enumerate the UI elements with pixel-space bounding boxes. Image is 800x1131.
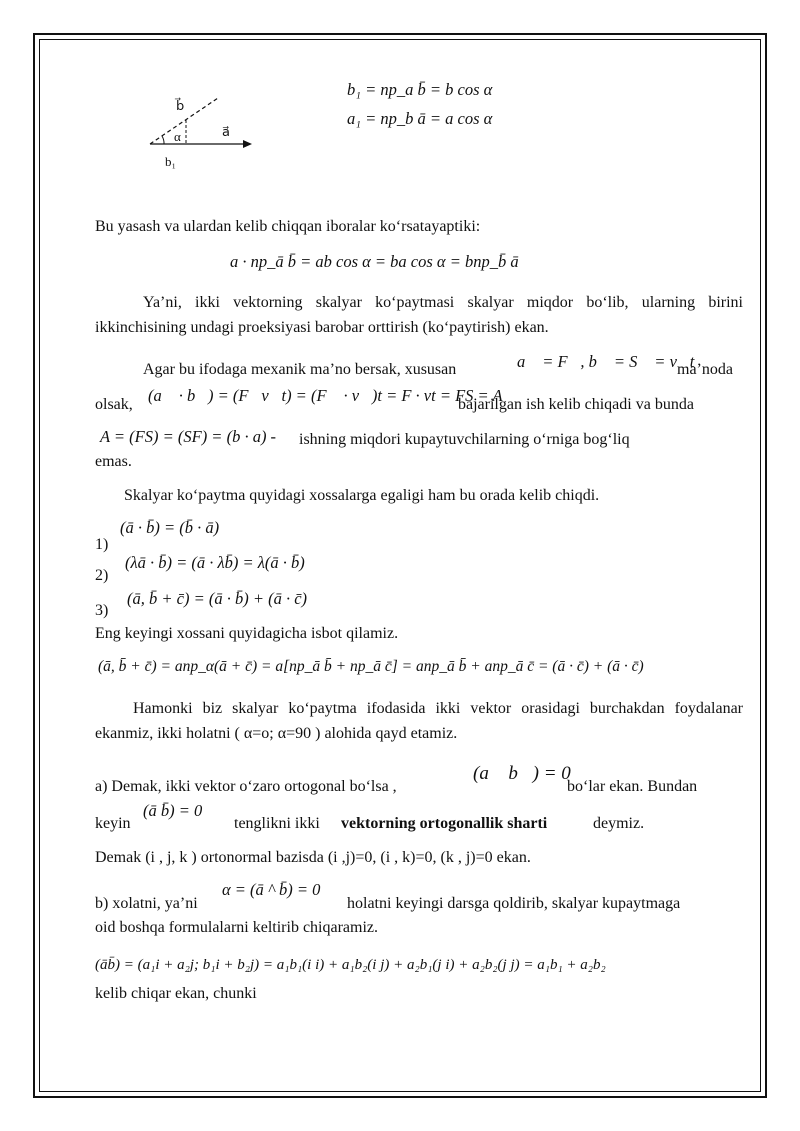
case-b-part2: holatni keyingi darsga qoldirib, skalyar kupaytmaga bbox=[347, 895, 681, 912]
paragraph-3-part1: Agar bu ifodaga mexanik ma’no bersak, xususan bbox=[143, 361, 457, 378]
formula-work-commutative: A = (FS) = (SF) = (b · a) - bbox=[100, 427, 277, 446]
last-line: kelib chiqar ekan, chunki bbox=[95, 985, 257, 1002]
case-b-part3: oid boshqa formulalarni keltirib chiqaramiz. bbox=[95, 919, 379, 936]
paragraph-2: Ya’ni, ikki vektorning skalyar ko‘paytmasi skalyar miqdor bo‘lib, ularning birini ikkinchisining undagi proeksiyasi barobar orttirish (ko‘paytirish) ekan. bbox=[95, 294, 743, 336]
orthogonality-condition-bold: vektorning ortogonallik sharti bbox=[341, 815, 548, 832]
case-a-part4: tenglikni ikki bbox=[234, 815, 320, 832]
formula-orthogonal: (a⃗ b⃗) = 0 bbox=[473, 763, 571, 784]
case-a-part3: keyin bbox=[95, 815, 131, 832]
case-a-part1: a) Demak, ikki vektor o‘zaro ortogonal bo‘lsa , bbox=[95, 778, 397, 795]
formula-angle-zero: α = (ā ^ b̄) = 0 bbox=[222, 880, 321, 899]
paragraph-3-part3: olsak, bbox=[95, 396, 133, 413]
paragraph-3-part4: bajarilgan ish kelib chiqadi va bunda bbox=[458, 396, 694, 413]
figure-label-alpha: α bbox=[174, 129, 181, 144]
paragraph-6: Hamonki biz skalyar ko‘paytma ifodasida ikki vektor orasidagi burchakdan foydalanar ekanmiz, ikki holatni ( α=o; α=90 ) alohida qayd etamiz. bbox=[95, 700, 743, 742]
property-1-formula: (ā · b̄) = (b̄ · ā) bbox=[120, 518, 220, 537]
figure-label-b: b⃗ bbox=[176, 98, 185, 113]
paragraph-5: Eng keyingi xossani quyidagicha isbot qilamiz. bbox=[95, 625, 399, 642]
formula-orthogonal-2: (ā b̄) = 0 bbox=[143, 801, 203, 820]
paragraph-7: Demak (i , j, k ) ortonormal bazisda (i ,j)=0, (i , k)=0, (k , j)=0 ekan. bbox=[95, 849, 531, 866]
property-2-number: 2) bbox=[95, 567, 109, 584]
paragraph-3-part2: ma’noda bbox=[677, 361, 733, 378]
formula-main: a · np_ā b̄ = ab cos α = ba cos α = bnp_b̄ ā bbox=[230, 252, 519, 271]
formula-work-definition: a⃗ = F⃗, b⃗ = S⃗ = v⃗t bbox=[517, 352, 695, 371]
case-a-part5: deymiz. bbox=[593, 815, 645, 832]
formula-proof: (ā, b̄ + c̄) = anp_α(ā + c̄) = a[np_ā b̄ + np_ā c̄] = anp_ā b̄ + anp_ā c̄ = (ā · c̄) + (ā · c̄) bbox=[98, 658, 644, 675]
vector-a-arrowhead bbox=[243, 140, 252, 148]
formula-a1-projection: a₁ = np_b ā = a cos α bbox=[347, 109, 493, 128]
figure-label-b1: b₁ bbox=[165, 154, 177, 169]
property-2-formula: (λā · b̄) = (ā · λb̄) = λ(ā · b̄) bbox=[125, 553, 305, 572]
angle-arc bbox=[162, 136, 164, 144]
paragraph-1: Bu yasash va ulardan kelib chiqqan iboralar ko‘rsatayaptiki: bbox=[95, 218, 481, 235]
property-1-number: 1) bbox=[95, 536, 109, 553]
paragraph-3-part6: emas. bbox=[95, 453, 132, 470]
property-3-formula: (ā, b̄ + c̄) = (ā · b̄) + (ā · c̄) bbox=[127, 589, 308, 608]
property-3-number: 3) bbox=[95, 602, 109, 619]
figure-label-a: a⃗ bbox=[222, 124, 230, 139]
paragraph-3-part5: ishning miqdori kupaytuvchilarning o‘rniga bog‘liq bbox=[299, 431, 630, 448]
formula-work-expansion: (a⃗ · b⃗) = (F⃗v⃗t) = (F⃗ · v⃗)t = F · vt = FS = A bbox=[148, 386, 503, 405]
case-b-part1: b) xolatni, ya’ni bbox=[95, 895, 198, 912]
formula-b1-projection: b₁ = np_a b̄ = b cos α bbox=[347, 80, 493, 99]
vector-projection-figure bbox=[140, 90, 270, 170]
formula-coordinates: (āb̄) = (a₁i + a₂j; b₁i + b₂j) = a₁b₁(i i) + a₁b₂(i j) + a₂b₁(j i) + a₂b₂(j j) = a₁b₁ + a₂b₂ bbox=[95, 957, 606, 973]
paragraph-4: Skalyar ko‘paytma quyidagi xossalarga egaligi ham bu orada kelib chiqdi. bbox=[124, 487, 600, 504]
case-a-part2: bo‘lar ekan. Bundan bbox=[567, 778, 698, 795]
